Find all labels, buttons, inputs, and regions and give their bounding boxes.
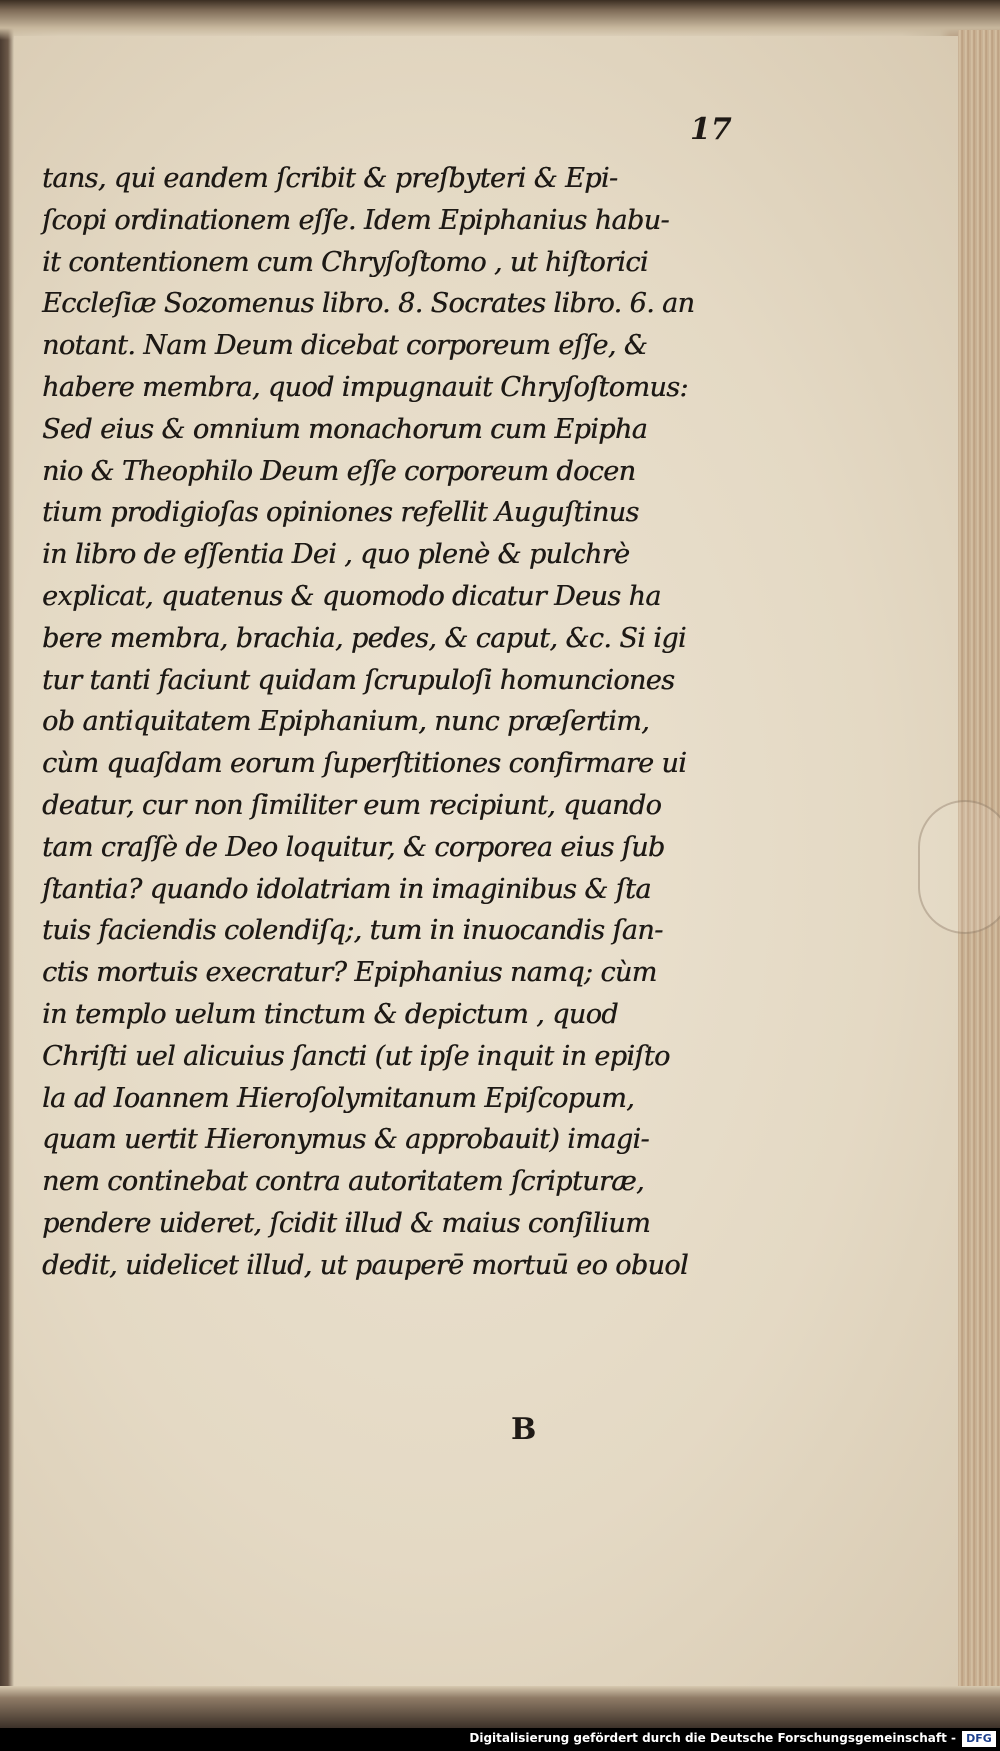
signature-mark: B [511, 1412, 537, 1447]
body-text [42, 158, 742, 1287]
dfg-logo: DFG [962, 1731, 996, 1747]
text-line: habere membra, quod impugnauit Chryſoſtomus: [42, 371, 688, 403]
text-line: la ad Ioannem Hieroſolymitanum Epiſcopum, [42, 1082, 635, 1114]
text-line: Sed eius & omnium monachorum cum Epipha [42, 413, 648, 445]
text-line: tans, qui eandem ſcribit & preſbyteri & Epi- [42, 163, 618, 194]
text-line: in libro de eſſentia Dei , quo plenè & pulchrè [42, 539, 630, 571]
bottom-edge-shadow [0, 1686, 1000, 1728]
text-line: tam craſſè de Deo loquitur, & corporea eius ſub [42, 831, 665, 863]
footer-bar [0, 1728, 1000, 1751]
text-line: tium prodigioſas opiniones refellit Auguſtinus [42, 497, 639, 529]
text-line: explicat, quatenus & quomodo dicatur Deus ha [42, 580, 661, 612]
clip-mark [918, 800, 1000, 934]
text-line: ſtantia? quando idolatriam in imaginibus & ſta [42, 873, 651, 905]
funding-credit: Digitalisierung gefördert durch die Deutsche Forschungsgemeinschaft - [469, 1731, 956, 1745]
page-number: 17 [690, 112, 732, 147]
text-line: Chriſti uel alicuius ſancti (ut ipſe inquit in epiſto [42, 1040, 670, 1072]
text-line: tur tanti faciunt quidam ſcrupuloſi homunciones [42, 664, 675, 696]
top-edge-shadow [0, 0, 1000, 40]
text-line: in templo uelum tinctum & depictum , quod [42, 998, 618, 1030]
text-line: cùm quaſdam eorum ſuperſtitiones confirmare ui [42, 748, 687, 780]
text-line: quam uertit Hieronymus & approbauit) imagi- [42, 1124, 649, 1156]
text-line: deatur, cur non ſimiliter eum recipiunt, quando [42, 789, 662, 821]
text-line: pendere uideret, ſcidit illud & maius conſilium [42, 1207, 651, 1239]
text-line: tuis faciendis colendiſq;, tum in inuocandis ſan- [42, 915, 663, 947]
text-line: nio & Theophilo Deum eſſe corporeum docen [42, 455, 636, 487]
text-line: it contentionem cum Chryſoſtomo , ut hiſtorici [42, 246, 648, 278]
text-line: notant. Nam Deum dicebat corporeum eſſe, & [42, 330, 648, 362]
text-line: ob antiquitatem Epiphanium, nunc præſertim, [42, 706, 650, 738]
text-line: nem continebat contra autoritatem ſcripturæ, [42, 1166, 644, 1198]
text-line: dedit, uidelicet illud, ut pauperē mortuū eo obuol [42, 1249, 688, 1281]
text-line: Eccleſiæ Sozomenus libro. 8. Socrates libro. 6. an [42, 288, 695, 320]
text-line: ctis mortuis execratur? Epiphanius namq; cùm [42, 957, 657, 989]
text-line: bere membra, brachia, pedes, & caput, &c. Si igi [42, 622, 686, 654]
text-line: ſcopi ordinationem eſſe. Idem Epiphanius habu- [42, 204, 669, 236]
